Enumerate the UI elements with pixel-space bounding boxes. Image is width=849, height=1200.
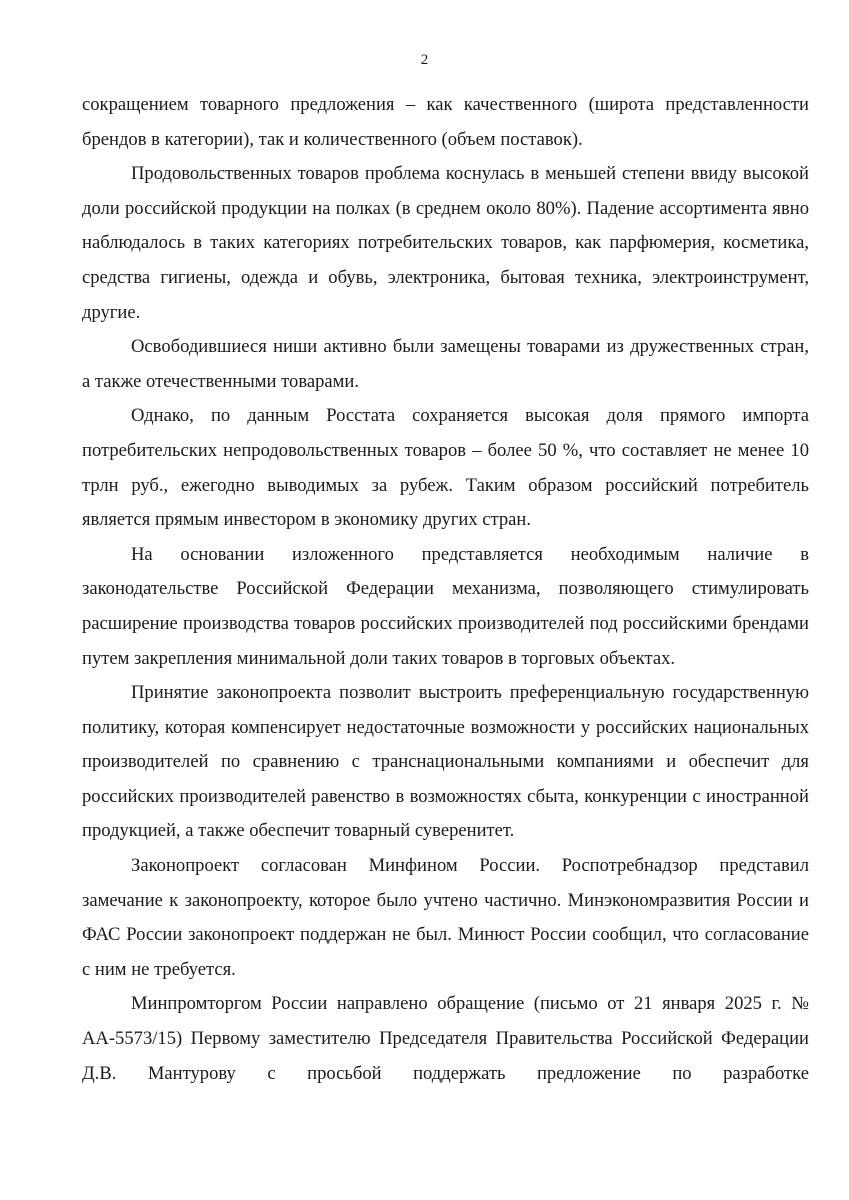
paragraph-bill-adoption: Принятие законопроекта позволит выстроить преференциальную государственную политику, которая компенсирует недостаточные возможности у российских национальных производителей по сравнению с транснациональными компаниями и обеспечит для российских производителей равенство в возможностях сбыта, конкуренции с иностранной продукцией, а также обеспечит товарный суверенитет. — [82, 682, 809, 842]
document-body — [82, 88, 809, 1091]
paragraph-bill-approval: Законопроект согласован Минфином России. Роспотребнадзор представил замечание к законопроекту, которое было учтено частично. Минэкономразвития России и ФАС России законопроект поддержан не был. Минюст России сообщил, что согласование с ним не требуется. — [82, 855, 809, 980]
page-number: 2 — [420, 52, 429, 68]
paragraph-rosstat-import: Однако, по данным Росстата сохраняется высокая доля прямого импорта потребительских непродовольственных товаров – более 50 %, что составляет не менее 10 трлн руб., ежегодно выводимых за рубеж. Таким образом российский потребитель является прямым инвестором в экономику других стран. — [82, 405, 809, 531]
paragraph-legislation-mechanism: На основании изложенного представляется необходимым наличие в законодательстве Российской Федерации механизма, позволяющего стимулировать расширение производства товаров российских производителей под российскими брендами путем закрепления минимальной доли таких товаров в торговых объектах. — [82, 543, 809, 669]
paragraph-niches-replaced: Освободившиеся ниши активно были замещены товарами из дружественных стран, а также отечественными товарами. — [82, 336, 809, 392]
paragraph-food-goods: Продовольственных товаров проблема коснулась в меньшей степени ввиду высокой доли российской продукции на полках (в среднем около 80%). Падение ассортимента явно наблюдалось в таких категориях потребительских товаров, как парфюмерия, косметика, средства гигиены, одежда и обувь, электроника, бытовая техника, электроинструмент, другие. — [82, 163, 809, 323]
paragraph-continued: сокращением товарного предложения – как качественного (широта представленности брендов в категории), так и количественного (объем поставок). — [82, 94, 809, 150]
paragraph-minpromtorg-appeal: Минпромторгом России направлено обращение (письмо от 21 января 2025 г. № АА-5573/15) Первому заместителю Председателя Правительства Российской Федерации Д.В. Мантурову с просьбой поддержать предложение по разработке — [82, 993, 809, 1084]
